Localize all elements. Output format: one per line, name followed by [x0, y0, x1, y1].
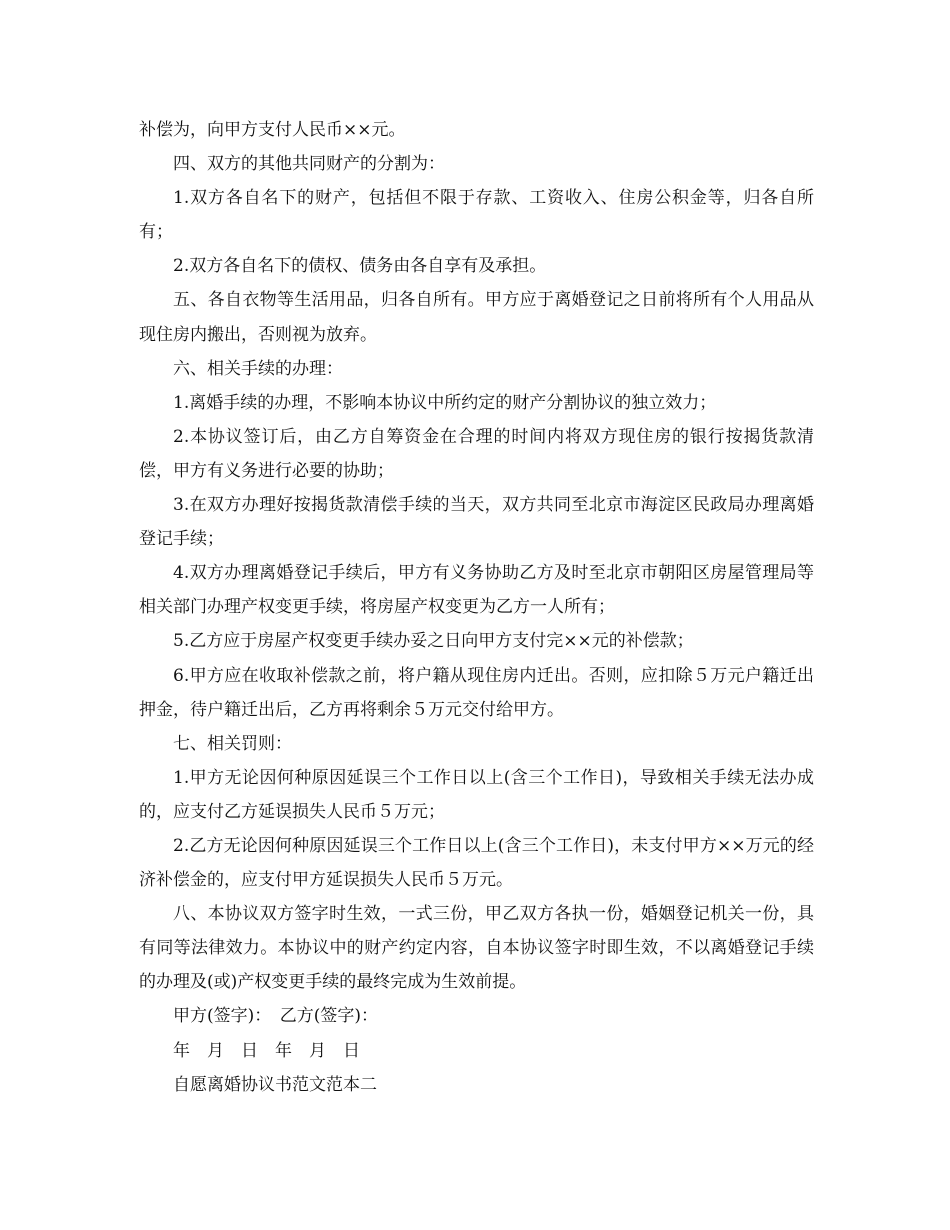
next-sample-title: 自愿离婚协议书范文范本二: [173, 1074, 377, 1095]
date-line: 年 月 日 年 月 日: [173, 1040, 360, 1061]
paragraph-section-4-item-2: 2.双方各自名下的债权、债务由各自享有及承担。: [173, 256, 547, 277]
paragraph-section-6-item-6: 6.甲方应在收取补偿款之前，将户籍从现住房内迁出。否则，应扣除５万元户籍迁出押金，待户籍迁出后，乙方再将剩余５万元交付给甲方。: [139, 665, 814, 720]
paragraph-section-5: 五、各自衣物等生活用品，归各自所有。甲方应于离婚登记之日前将所有个人用品从现住房内搬出，否则视为放弃。: [139, 290, 814, 345]
document-body: [139, 113, 814, 1102]
paragraph-section-6-item-1: 1.离婚手续的办理，不影响本协议中所约定的财产分割协议的独立效力；: [173, 392, 717, 413]
paragraph-section-6-item-3: 3.在双方办理好按揭货款清偿手续的当天，双方共同至北京市海淀区民政局办理离婚登记手续；: [139, 495, 814, 550]
paragraph-section-4-heading: 四、双方的其他共同财产的分割为：: [173, 154, 445, 175]
paragraph-section-6-item-5: 5.乙方应于房屋产权变更手续办妥之日向甲方支付完××元的补偿款；: [173, 631, 694, 652]
paragraph-section-7-heading: 七、相关罚则：: [173, 733, 292, 754]
paragraph-section-8: 八、本协议双方签字时生效，一式三份，甲乙双方各执一份，婚姻登记机关一份，具有同等法律效力。本协议中的财产约定内容，自本协议签字时即生效，不以离婚登记手续的办理及(或)产权变更手续的最终完成为生效前提。: [139, 904, 814, 993]
paragraph-section-7-item-1: 1.甲方无论因何种原因延误三个工作日以上(含三个工作日)，导致相关手续无法办成的，应支付乙方延误损失人民币５万元；: [139, 767, 814, 822]
paragraph-section-6-heading: 六、相关手续的办理：: [173, 358, 343, 379]
signature-line: 甲方(签字)： 乙方(签字)：: [173, 1006, 379, 1027]
paragraph-section-4-item-1: 1.双方各自名下的财产，包括但不限于存款、工资收入、住房公积金等，归各自所有；: [139, 188, 814, 243]
paragraph-compensation-continued: 补偿为，向甲方支付人民币××元。: [139, 120, 406, 140]
paragraph-section-6-item-2: 2.本协议签订后，由乙方自筹资金在合理的时间内将双方现住房的银行按揭货款清偿，甲方有义务进行必要的协助；: [139, 426, 814, 481]
paragraph-section-6-item-4: 4.双方办理离婚登记手续后，甲方有义务协助乙方及时至北京市朝阳区房屋管理局等相关部门办理产权变更手续，将房屋产权变更为乙方一人所有；: [139, 563, 814, 618]
paragraph-section-7-item-2: 2.乙方无论因何种原因延误三个工作日以上(含三个工作日)，未支付甲方××万元的经济补偿金的，应支付甲方延误损失人民币５万元。: [139, 835, 814, 891]
